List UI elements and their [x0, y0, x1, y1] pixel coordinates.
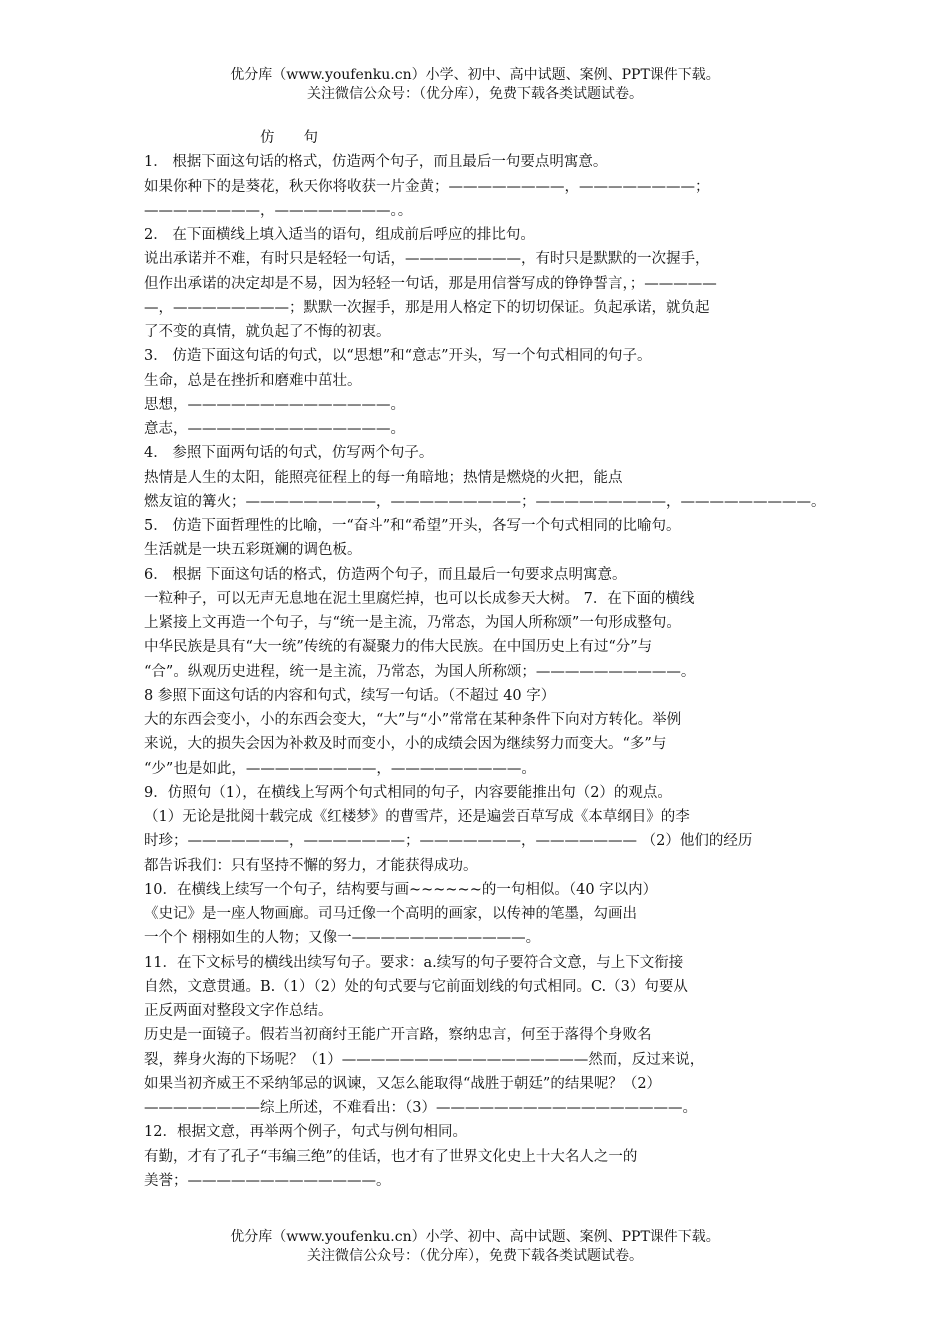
text-line: 生命，总是在挫折和磨难中茁壮。 — [144, 372, 362, 389]
header-line-1: 优分库（www.youfenku.cn）小学、初中、高中试题、案例、PPT课件下载。 — [230, 67, 720, 83]
page-header — [0, 66, 950, 104]
text-line: “合”。纵观历史进程，统一是主流，乃常态，为国人所称颂；——————————。 — [144, 663, 696, 680]
footer-line-2: 关注微信公众号：（优分库），免费下载各类试题试卷。 — [307, 1248, 643, 1264]
text-line: 自然，文意贯通。B.（1）（2）处的句式要与它前面划线的句式相同。C.（3）句要从 — [144, 978, 688, 995]
text-line: 美誉；—————————————。 — [144, 1172, 391, 1189]
text-line: 燃友谊的篝火；—————————，—————————；—————————，—————————。 — [144, 493, 826, 510]
footer-line-1: 优分库（www.youfenku.cn）小学、初中、高中试题、案例、PPT课件下载。 — [230, 1229, 720, 1245]
text-line: （1）无论是批阅十载完成《红楼梦》的曹雪芹，还是遍尝百草写成《本草纲目》的李 — [144, 809, 690, 825]
text-line: 1． 根据下面这句话的格式，仿造两个句子，而且最后一句要点明寓意。 — [144, 154, 608, 171]
text-line: 思想，——————————————。 — [144, 396, 405, 413]
text-line: 一粒种子，可以无声无息地在泥土里腐烂掉，也可以长成参天大树。 7．在下面的横线 — [144, 590, 695, 607]
document-title: 仿 句 — [260, 130, 318, 146]
text-line: 生活就是一块五彩斑斓的调色板。 — [144, 542, 362, 559]
text-line: 11．在下文标号的横线出续写句子。要求：a.续写的句子要符合文意，与上下文衔接 — [144, 954, 684, 971]
document-body — [144, 126, 824, 1193]
text-line: 中华民族是具有“大一统”传统的有凝聚力的伟大民族。在中国历史上有过“分”与 — [144, 639, 653, 656]
text-line: 上紧接上文再造一个句子，与“统一是主流，乃常态，为国人所称颂”一句形成整句。 — [144, 615, 681, 631]
text-line: 历史是一面镜子。假若当初商纣王能广开言路，察纳忠言，何至于落得个身败名 — [144, 1027, 652, 1044]
text-line: 了不变的真情，就负起了不悔的初衷。 — [144, 324, 391, 340]
exercise-list — [144, 150, 824, 1193]
text-line: “少”也是如此，—————————，—————————。 — [144, 760, 536, 777]
text-line: 9．仿照句（1），在横线上写两个句式相同的句子，内容要能推出句（2）的观点。 — [144, 784, 672, 801]
text-line: 时珍；———————，———————；———————，——————— （2）他们的经历 — [144, 833, 753, 850]
text-line: 6． 根据 下面这句话的格式，仿造两个句子，而且最后一句要求点明寓意。 — [144, 566, 627, 583]
page-footer — [0, 1228, 950, 1266]
text-line: 意志，——————————————。 — [144, 421, 405, 437]
text-line: 《史记》是一座人物画廊。司马迁像一个高明的画家，以传神的笔墨，勾画出 — [144, 906, 637, 922]
text-line: 2． 在下面横线上填入适当的语句，组成前后呼应的排比句。 — [144, 227, 535, 243]
text-line: 如果当初齐威王不采纳邹忌的讽谏，又怎么能取得“战胜于朝廷”的结果呢？（2） — [144, 1075, 662, 1092]
header-line-2: 关注微信公众号：（优分库），免费下载各类试题试卷。 — [307, 86, 643, 102]
text-line: 3． 仿造下面这句话的句式，以“思想”和“意志”开头，写一个句式相同的句子。 — [144, 348, 652, 365]
text-line: ————————，————————。。 — [144, 202, 413, 219]
text-line: 12．根据文意，再举两个例子，句式与例句相同。 — [144, 1124, 467, 1141]
text-line: 一个个 栩栩如生的人物；又像一————————————。 — [144, 930, 541, 947]
text-line: 如果你种下的是葵花，秋天你将收获一片金黄；————————，————————； — [144, 178, 710, 195]
text-line: 正反两面对整段文字作总结。 — [144, 1003, 333, 1019]
text-line: 热情是人生的太阳，能照亮征程上的每一角暗地；热情是燃烧的火把，能点 — [144, 469, 623, 486]
text-line: 都告诉我们：只有坚持不懈的努力，才能获得成功。 — [144, 857, 478, 874]
text-line: 来说，大的损失会因为补救及时而变小，小的成绩会因为继续努力而变大。“多”与 — [144, 736, 667, 753]
text-line: 4． 参照下面两句话的句式，仿写两个句子。 — [144, 445, 434, 462]
text-line: 5． 仿造下面哲理性的比喻，一“奋斗”和“希望”开头，各写一个句式相同的比喻句。 — [144, 518, 681, 534]
text-line: 说出承诺并不难，有时只是轻轻一句话，————————，有时只是默默的一次握手， — [144, 251, 710, 268]
text-line: 大的东西会变小，小的东西会变大，“大”与“小”常常在某种条件下向对方转化。举例 — [144, 712, 682, 728]
text-line: 8 参照下面这句话的内容和句式，续写一句话。（不超过 40 字） — [144, 687, 556, 704]
text-line: 裂，葬身火海的下场呢？（1）—————————————————然而，反过来说， — [144, 1051, 705, 1068]
text-line: 但作出承诺的决定却是不易，因为轻轻一句话，那是用信誉写成的铮铮誓言，；————— — [144, 275, 717, 292]
text-line: 10．在横线上续写一个句子，结构要与画~~~~~~的一句相似。（40 字以内） — [144, 881, 658, 898]
text-line: ————————综上所述，不难看出：（3）—————————————————。 — [144, 1100, 697, 1116]
text-line: —，————————；默默一次握手，那是用人格定下的切切保证。负起承诺，就负起 — [144, 299, 710, 316]
text-line: 有勤，才有了孔子“韦编三绝”的佳话，也才有了世界文化史上十大名人之一的 — [144, 1148, 638, 1165]
